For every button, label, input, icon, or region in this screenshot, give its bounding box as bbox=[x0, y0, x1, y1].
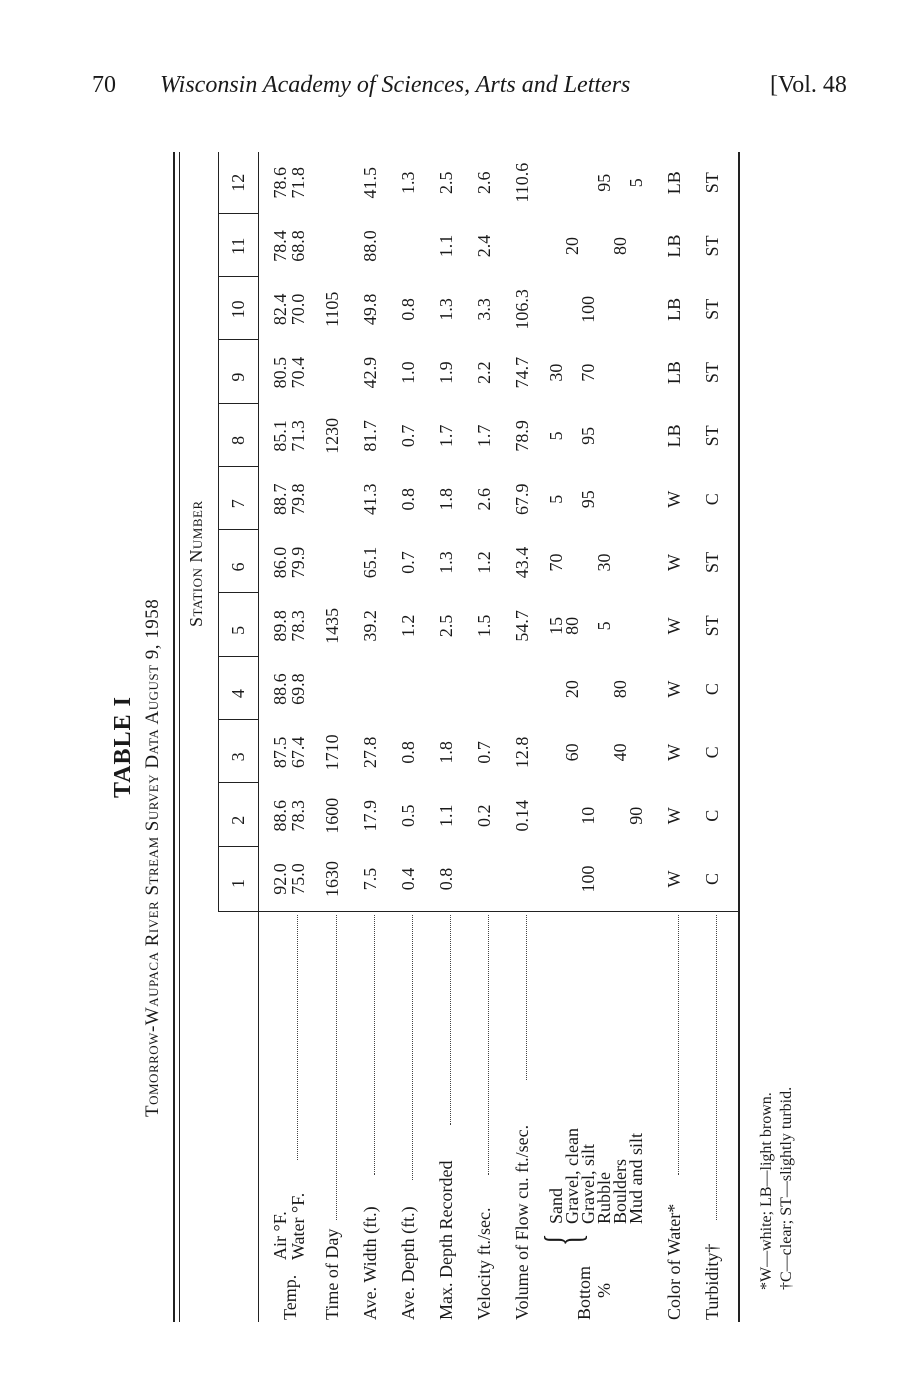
table-cell-velocity: 0.7 bbox=[474, 741, 494, 764]
table-cell-sand: 15 bbox=[546, 616, 566, 635]
table-cell-flow: 0.14 bbox=[512, 799, 532, 832]
table-cell-flow: 67.9 bbox=[512, 483, 532, 515]
table-cell-boulders: 80 bbox=[610, 680, 630, 699]
table-cell-turbidity: ST bbox=[702, 362, 722, 384]
station-header-divider bbox=[218, 846, 258, 847]
table-cell-maxdepth: 2.5 bbox=[436, 614, 456, 638]
station-header-cell: 3 bbox=[228, 752, 248, 762]
table-cell-depth: 0.5 bbox=[398, 804, 418, 827]
leader-dots bbox=[336, 915, 337, 1220]
table-cell-water: 69.8 bbox=[288, 673, 308, 705]
table-cell-color: W bbox=[664, 680, 684, 698]
journal-title: Wisconsin Academy of Sciences, Arts and Letters bbox=[160, 72, 631, 98]
leader-dots bbox=[526, 915, 527, 1080]
station-header-cell: 2 bbox=[228, 815, 248, 825]
air-label: Air °F. bbox=[270, 1211, 290, 1260]
table-cell-sand: 30 bbox=[546, 363, 566, 382]
table-cell-width: 65.1 bbox=[360, 546, 380, 579]
table-cell-maxdepth: 1.8 bbox=[436, 487, 456, 511]
table-cell-gravel-silt: 10 bbox=[578, 806, 598, 825]
table-cell-water: 67.4 bbox=[288, 736, 308, 769]
velocity-label: Velocity ft./sec. bbox=[474, 1207, 494, 1320]
station-header-cell: 1 bbox=[228, 879, 248, 888]
table-cell-turbidity: ST bbox=[702, 172, 722, 194]
table-cell-width: 81.7 bbox=[360, 420, 380, 452]
table-cell-air: 78.4 bbox=[270, 230, 290, 262]
table-cell-mud: 90 bbox=[626, 806, 646, 825]
table-cell-turbidity: C bbox=[702, 873, 722, 886]
table-cell-mud: 5 bbox=[626, 178, 646, 188]
table-cell-air: 88.6 bbox=[270, 673, 290, 705]
table-cell-water: 68.8 bbox=[288, 230, 308, 262]
bottom-label: Bottom bbox=[574, 1265, 594, 1320]
leader-dots bbox=[488, 915, 489, 1175]
table-cell-turbidity: ST bbox=[702, 552, 722, 574]
table-cell-velocity: 0.2 bbox=[474, 804, 494, 827]
table-cell-air: 82.4 bbox=[270, 293, 290, 326]
table-cell-color: W bbox=[664, 617, 684, 635]
page-header bbox=[0, 72, 922, 104]
table-cell-flow: 78.9 bbox=[512, 420, 532, 452]
station-header-rule bbox=[218, 152, 219, 912]
leader-dots bbox=[374, 915, 375, 1175]
table-cell-flow: 74.7 bbox=[512, 356, 532, 389]
gravel-silt-label: Gravel, silt bbox=[578, 1144, 598, 1224]
table-cell-velocity: 3.3 bbox=[474, 298, 494, 321]
table-cell-width: 41.3 bbox=[360, 483, 380, 515]
table-cell-boulders: 80 bbox=[610, 237, 630, 255]
table-cell-air: 87.5 bbox=[270, 736, 290, 769]
station-header-cell: 10 bbox=[228, 300, 248, 319]
table-cell-velocity: 1.5 bbox=[474, 614, 494, 638]
table-cell-color: LB bbox=[664, 424, 684, 448]
table-cell-depth: 0.8 bbox=[398, 298, 418, 321]
leader-dots bbox=[297, 915, 298, 1160]
table-cell-flow: 12.8 bbox=[512, 736, 532, 769]
table-cell-depth: 1.2 bbox=[398, 614, 418, 638]
bottom-brace: { bbox=[535, 1233, 592, 1246]
table-cell-boulders: 40 bbox=[610, 743, 630, 762]
table-cell-gravel-clean: 60 bbox=[562, 743, 582, 762]
table-cell-sand: 70 bbox=[546, 553, 566, 572]
bottom-percent-label: % bbox=[594, 1283, 614, 1298]
table-cell-gravel-silt: 95 bbox=[578, 490, 598, 509]
rotated-table bbox=[110, 128, 830, 1350]
table-cell-maxdepth: 1.7 bbox=[436, 424, 456, 448]
table-cell-air: 85.1 bbox=[270, 420, 290, 452]
station-header-divider bbox=[218, 593, 258, 594]
bottom-rule bbox=[738, 152, 740, 1322]
sand-label: Sand bbox=[546, 1188, 566, 1224]
station-header-cell: 7 bbox=[228, 499, 248, 509]
table-cell-turbidity: C bbox=[702, 493, 722, 506]
table-cell-width: 27.8 bbox=[360, 736, 380, 769]
temp-label: Temp. bbox=[280, 1274, 300, 1320]
table-cell-width: 49.8 bbox=[360, 293, 380, 326]
turbidity-label: Turbidity† bbox=[702, 1243, 722, 1320]
station-number-header: Station Number bbox=[186, 500, 206, 627]
table-cell-flow: 110.6 bbox=[512, 162, 532, 203]
table-cell-flow: 106.3 bbox=[512, 289, 532, 330]
station-header-divider bbox=[218, 466, 258, 467]
color-label: Color of Water* bbox=[664, 1203, 684, 1320]
table-cell-gravel-silt: 100 bbox=[578, 865, 598, 893]
table-cell-velocity: 2.2 bbox=[474, 361, 494, 384]
table-cell-gravel-clean: 20 bbox=[562, 237, 582, 255]
table-cell-velocity: 2.6 bbox=[474, 171, 494, 194]
table-cell-width: 42.9 bbox=[360, 356, 380, 389]
table-cell-rubble: 5 bbox=[594, 621, 614, 631]
table-cell-turbidity: ST bbox=[702, 235, 722, 257]
table-subtitle: Tomorrow-Waupaca River Stream Survey Data August 9, 1958 bbox=[142, 598, 163, 1117]
table-cell-maxdepth: 0.8 bbox=[436, 867, 456, 891]
station-header-cell: 9 bbox=[228, 372, 248, 382]
leader-dots bbox=[678, 915, 679, 1175]
table-cell-velocity: 2.4 bbox=[474, 234, 494, 258]
table-cell-color: W bbox=[664, 554, 684, 571]
table-cell-time: 1230 bbox=[322, 417, 342, 454]
table-cell-color: W bbox=[664, 807, 684, 825]
station-header-divider bbox=[218, 719, 258, 720]
boulders-label: Boulders bbox=[610, 1159, 630, 1224]
table-cell-flow: 54.7 bbox=[512, 610, 532, 642]
table-cell-velocity: 1.7 bbox=[474, 424, 494, 448]
table-cell-air: 88.7 bbox=[270, 483, 290, 515]
table-cell-width: 39.2 bbox=[360, 610, 380, 642]
top-rule-2 bbox=[179, 152, 180, 1322]
table-cell-maxdepth: 1.1 bbox=[436, 804, 456, 827]
table-cell-time: 1435 bbox=[322, 607, 342, 644]
table-cell-water: 78.3 bbox=[288, 799, 308, 832]
table-cell-depth: 1.3 bbox=[398, 171, 418, 194]
table-cell-depth: 0.8 bbox=[398, 487, 418, 511]
table-cell-velocity: 1.2 bbox=[474, 551, 494, 574]
width-label: Ave. Width (ft.) bbox=[360, 1206, 380, 1320]
table-cell-water: 70.0 bbox=[288, 293, 308, 326]
table-cell-depth: 1.0 bbox=[398, 361, 418, 384]
header-bottom-rule bbox=[258, 152, 259, 1322]
table-cell-water: 79.9 bbox=[288, 546, 308, 579]
station-header-cell: 8 bbox=[228, 435, 248, 445]
table-cell-maxdepth: 1.8 bbox=[436, 741, 456, 764]
depth-label: Ave. Depth (ft.) bbox=[398, 1206, 418, 1320]
table-cell-maxdepth: 2.5 bbox=[436, 171, 456, 194]
volume-label: [Vol. 48 bbox=[770, 72, 847, 98]
maxdepth-label: Max. Depth Recorded bbox=[436, 1160, 456, 1320]
leader-dots bbox=[450, 915, 451, 1125]
table-cell-turbidity: C bbox=[702, 683, 722, 696]
table-cell-time: 1600 bbox=[322, 797, 342, 834]
table-cell-water: 71.8 bbox=[288, 166, 308, 199]
table-cell-color: LB bbox=[664, 361, 684, 385]
table-cell-width: 88.0 bbox=[360, 230, 380, 262]
table-cell-time: 1710 bbox=[322, 734, 342, 771]
leader-dots bbox=[716, 915, 717, 1220]
table-cell-gravel-silt: 95 bbox=[578, 426, 598, 445]
station-header-divider bbox=[218, 276, 258, 277]
table-cell-width: 17.9 bbox=[360, 799, 380, 832]
table-cell-velocity: 2.6 bbox=[474, 487, 494, 511]
table-cell-time: 1105 bbox=[322, 291, 342, 327]
table-cell-color: W bbox=[664, 490, 684, 508]
station-header-cell: 12 bbox=[228, 173, 248, 192]
table-cell-water: 79.8 bbox=[288, 483, 308, 515]
page-number: 70 bbox=[92, 72, 116, 98]
time-label: Time of Day bbox=[322, 1228, 342, 1320]
table-cell-gravel-silt: 100 bbox=[578, 295, 598, 323]
station-header-cell: 6 bbox=[228, 562, 248, 572]
mud-label: Mud and silt bbox=[626, 1132, 646, 1224]
station-header-divider bbox=[218, 656, 258, 657]
table-cell-rubble: 30 bbox=[594, 553, 614, 572]
table-cell-gravel-silt: 70 bbox=[578, 363, 598, 382]
table-cell-color: LB bbox=[664, 171, 684, 195]
table-title: TABLE I bbox=[110, 696, 136, 798]
table-cell-depth: 0.7 bbox=[398, 424, 418, 448]
leader-dots bbox=[412, 915, 413, 1180]
station-header-divider bbox=[218, 339, 258, 340]
station-header-cell: 5 bbox=[228, 625, 248, 635]
station-header-divider bbox=[218, 529, 258, 530]
table-cell-time: 1630 bbox=[322, 861, 342, 897]
table-cell-turbidity: C bbox=[702, 809, 722, 822]
table-cell-color: LB bbox=[664, 234, 684, 258]
table-cell-air: 88.6 bbox=[270, 799, 290, 832]
table-cell-turbidity: ST bbox=[702, 298, 722, 320]
table-cell-air: 78.6 bbox=[270, 166, 290, 199]
table-cell-width: 41.5 bbox=[360, 166, 380, 199]
table-cell-gravel-clean: 20 bbox=[562, 680, 582, 699]
table-cell-maxdepth: 1.1 bbox=[436, 234, 456, 258]
table-cell-color: W bbox=[664, 743, 684, 761]
table-cell-color: LB bbox=[664, 297, 684, 321]
station-header-divider bbox=[218, 403, 258, 404]
table-cell-air: 92.0 bbox=[270, 863, 290, 895]
water-label: Water °F. bbox=[288, 1192, 308, 1260]
table-cell-depth: 0.4 bbox=[398, 867, 418, 891]
table-cell-sand: 5 bbox=[546, 494, 566, 504]
footnote-turbidity: †C—clear; ST—slightly turbid. bbox=[778, 1086, 795, 1290]
rubble-label: Rubble bbox=[594, 1172, 614, 1224]
table-cell-maxdepth: 1.3 bbox=[436, 298, 456, 321]
station-header-divider bbox=[218, 782, 258, 783]
table-cell-water: 78.3 bbox=[288, 610, 308, 642]
gravel-clean-label: Gravel, clean bbox=[562, 1128, 582, 1224]
table-cell-depth: 0.8 bbox=[398, 741, 418, 764]
table-cell-maxdepth: 1.3 bbox=[436, 551, 456, 574]
station-header-cell: 11 bbox=[228, 237, 248, 255]
table-cell-sand: 5 bbox=[546, 431, 566, 441]
flow-label: Volume of Flow cu. ft./sec. bbox=[512, 1124, 532, 1320]
top-rule-1 bbox=[173, 152, 175, 1322]
table-cell-turbidity: ST bbox=[702, 615, 722, 637]
station-header-cell: 4 bbox=[228, 689, 248, 699]
table-cell-air: 80.5 bbox=[270, 356, 290, 389]
table-cell-water: 70.4 bbox=[288, 356, 308, 389]
table-cell-rubble: 95 bbox=[594, 173, 614, 192]
table-cell-turbidity: C bbox=[702, 746, 722, 759]
table-cell-air: 86.0 bbox=[270, 546, 290, 579]
table-cell-gravel-clean: 80 bbox=[562, 616, 582, 635]
table-cell-water: 71.3 bbox=[288, 420, 308, 452]
table-cell-turbidity: ST bbox=[702, 425, 722, 447]
table-cell-flow: 43.4 bbox=[512, 546, 532, 579]
table-cell-air: 89.8 bbox=[270, 610, 290, 642]
table-cell-maxdepth: 1.9 bbox=[436, 361, 456, 384]
station-header-divider bbox=[218, 213, 258, 214]
table-cell-color: W bbox=[664, 870, 684, 888]
table-cell-water: 75.0 bbox=[288, 863, 308, 895]
table-cell-depth: 0.7 bbox=[398, 551, 418, 574]
table-cell-width: 7.5 bbox=[360, 867, 380, 891]
footnote-color: *W—white; LB—light brown. bbox=[758, 1092, 775, 1290]
